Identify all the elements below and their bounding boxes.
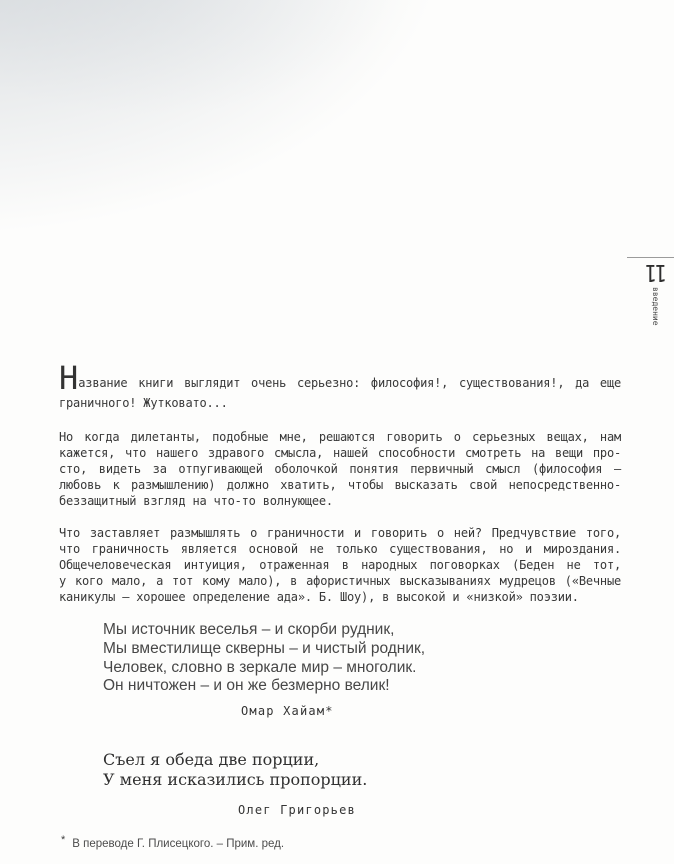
- poem-line: Мы вместилище скверны – и чистый родник,: [103, 639, 426, 657]
- body-text: [59, 359, 621, 621]
- poem-line: Мы источник веселья – и скорби рудник,: [103, 621, 395, 638]
- body-line: Общечеловеческая интуиция, отраженная в народных поговорках (Беден не тот,: [59, 558, 621, 572]
- section-label: введение: [651, 287, 660, 326]
- body-paragraph: [59, 429, 621, 509]
- poem-line: У меня исказились пропорции.: [103, 770, 368, 789]
- body-line: сто, видеть за отпугивающей оболочкой понятия первичный смысл (философия —: [59, 462, 621, 476]
- poem-attribution-khayyam: Омар Хайам*: [241, 704, 334, 718]
- footnote: [61, 834, 284, 850]
- poem-attribution-grigoriev: Олег Григорьев: [238, 803, 356, 817]
- poem-line: Съел я обеда две порции,: [103, 750, 320, 769]
- body-line: Но когда дилетанты, подобные мне, решаются говорить о серьезных вещах, нам: [59, 430, 621, 444]
- body-line: кажется, что нашего здравого смысла, нашей способности смотреть на вещи про-: [59, 446, 621, 460]
- body-line: беззащитный взгляд на что-то волнующее.: [59, 494, 333, 508]
- page-number: 11: [646, 259, 668, 287]
- poem-grigoriev: [103, 750, 367, 790]
- body-line: что граничность является основой не только существования, но и мироздания.: [59, 542, 621, 556]
- body-line: любовь к размышлению) должно хватить, чтобы высказать свой непосредственно-: [59, 478, 621, 492]
- folio-rule: [627, 257, 674, 258]
- body-line: Название книги выглядит очень серьезно: философия!, существования!, да еще: [59, 359, 621, 397]
- drop-cap: Н: [59, 359, 79, 397]
- body-paragraph: [59, 359, 621, 413]
- footnote-marker: *: [61, 834, 66, 846]
- poem-khayyam: [103, 621, 425, 696]
- body-line: граничного! Жутковато...: [59, 396, 228, 410]
- body-line: каникулы — хорошее определение ада». Б. Шоу), в высокой и «низкой» поэзии.: [59, 590, 579, 604]
- body-line: у кого мало, а тот кому мало), в афористичных высказываниях мудрецов («Вечные: [59, 574, 621, 588]
- poem-line: Человек, словно в зеркале мир – многолик.: [103, 658, 417, 676]
- poem-line: Он ничтожен – и он же безмерно велик!: [103, 677, 390, 695]
- footnote-text: В переводе Г. Плисецкого. – Прим. ред.: [72, 838, 285, 850]
- body-paragraph: [59, 525, 621, 605]
- body-line: Что заставляет размышлять о граничности и говорить о ней? Предчувствие того,: [59, 526, 621, 540]
